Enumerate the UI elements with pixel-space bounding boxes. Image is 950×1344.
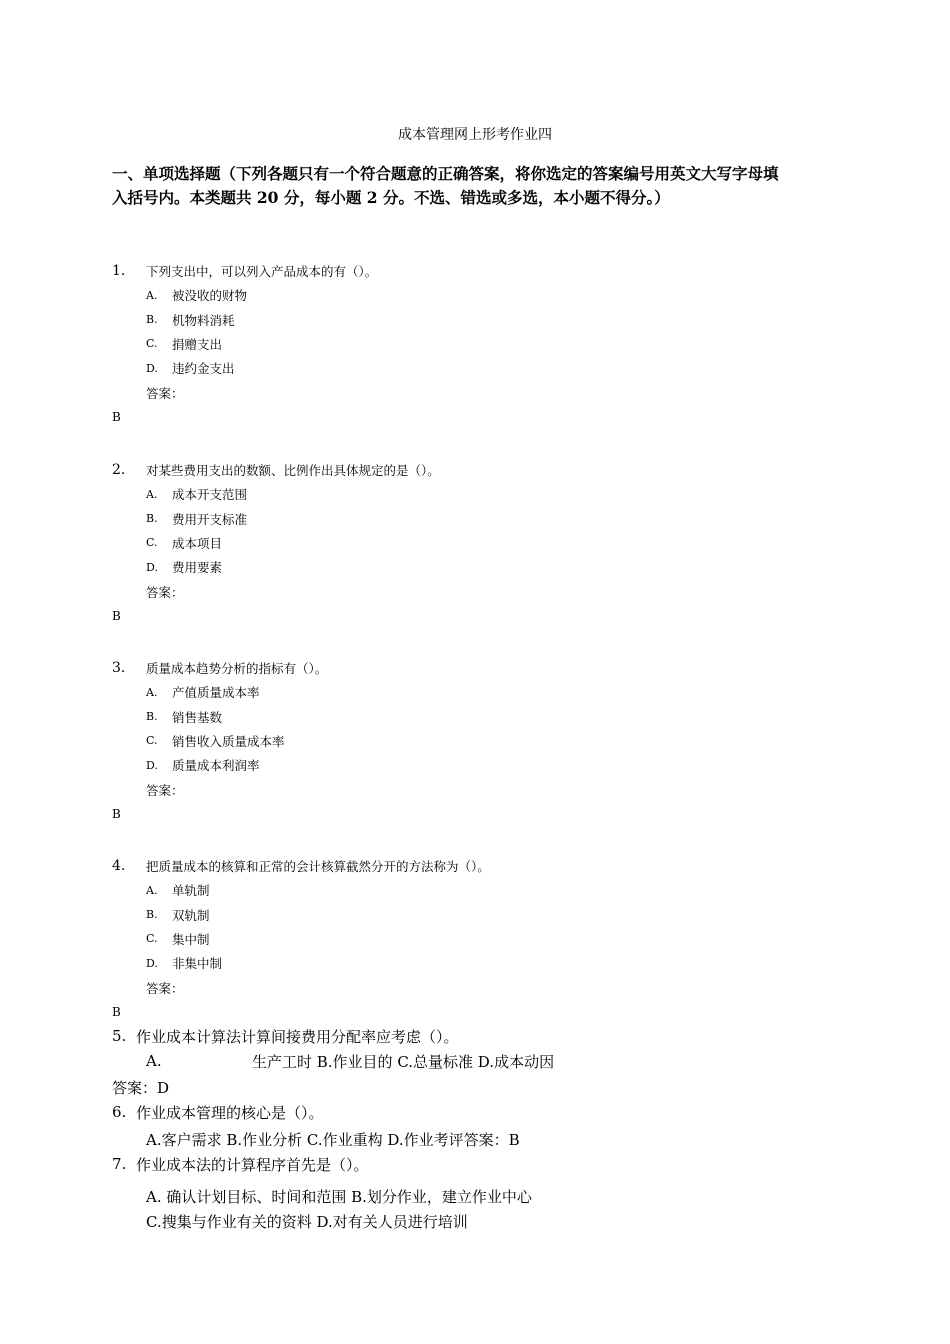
question-7-options-2: C.搜集与作业有关的资料 D.对有关人员进行培训: [146, 1212, 468, 1231]
section-heading: 一、单项选择题（下列各题只有一个符合题意的正确答案，将你选定的答案编号用英文大写字母填入括号内。本类题共 20 分，每小题 2 分。不选、错选或多选，本小题不得分。）: [112, 164, 779, 207]
question-5: [112, 1024, 459, 1048]
question-text: 下列支出中，可以列入产品成本的有（）。: [146, 264, 378, 279]
question-2: [112, 458, 812, 628]
option-a: A. 产值质量成本率: [146, 685, 260, 701]
question-6-options: A.客户需求 B.作业分析 C.作业重构 D.作业考评答案：B: [146, 1130, 520, 1149]
question-4: [112, 854, 812, 1024]
answer-label: 答案：: [146, 782, 184, 798]
question-text: 作业成本计算法计算间接费用分配率应考虑（）。: [136, 1027, 459, 1046]
question-number: 2.: [112, 462, 126, 478]
page-title: 成本管理网上形考作业四: [398, 127, 552, 143]
option-d: D. 违约金支出: [146, 361, 235, 377]
option-d: D. 非集中制: [146, 956, 223, 972]
question-7: [112, 1152, 369, 1176]
option-b: B. 双轨制: [146, 907, 210, 923]
question-number: 3.: [112, 660, 126, 676]
option-d: D. 费用要素: [146, 560, 223, 576]
answer-value: B: [112, 806, 121, 821]
answer-value: 答案：D: [112, 1078, 170, 1097]
question-text: 作业成本法的计算程序首先是（）。: [136, 1155, 369, 1174]
option-b: B. 销售基数: [146, 709, 223, 725]
option-a: A. 成本开支范围: [146, 487, 248, 503]
question-number: 1.: [112, 263, 126, 279]
question-text: 质量成本趋势分析的指标有（）。: [146, 661, 328, 676]
question-text: 作业成本管理的核心是（）。: [136, 1103, 324, 1122]
question-number: 7.: [112, 1155, 127, 1173]
answer-label: 答案：: [146, 584, 184, 600]
option-a-letter: A.: [146, 1052, 162, 1070]
answer-label: 答案：: [146, 980, 184, 996]
answer-value: B: [112, 1004, 121, 1019]
question-3: [112, 656, 812, 826]
question-number: 6.: [112, 1103, 127, 1121]
option-c: C. 集中制: [146, 931, 210, 947]
answer-value: B: [112, 409, 121, 424]
question-text: 把质量成本的核算和正常的会计核算截然分开的方法称为（）。: [146, 859, 490, 874]
option-b: B. 机物料消耗: [146, 312, 235, 328]
options-text: 生产工时 B.作业目的 C.总量标准 D.成本动因: [252, 1052, 555, 1071]
option-c: C. 捐赠支出: [146, 336, 223, 352]
question-7-options-1: A. 确认计划目标、时间和范围 B.划分作业，建立作业中心: [146, 1187, 532, 1206]
answer-value: B: [112, 608, 121, 623]
option-a: A. 被没收的财物: [146, 288, 248, 304]
question-number: 4.: [112, 858, 126, 874]
question-6: [112, 1100, 324, 1124]
option-b: B. 费用开支标准: [146, 511, 248, 527]
option-d: D. 质量成本利润率: [146, 758, 260, 774]
question-1: [112, 259, 812, 429]
question-text: 对某些费用支出的数额、比例作出具体规定的是（）。: [146, 463, 440, 478]
option-c: C. 销售收入质量成本率: [146, 733, 285, 749]
option-a: A. 单轨制: [146, 883, 210, 899]
option-c: C. 成本项目: [146, 535, 223, 551]
answer-label: 答案：: [146, 385, 184, 401]
question-5-options: [146, 1049, 554, 1073]
question-number: 5.: [112, 1027, 127, 1045]
